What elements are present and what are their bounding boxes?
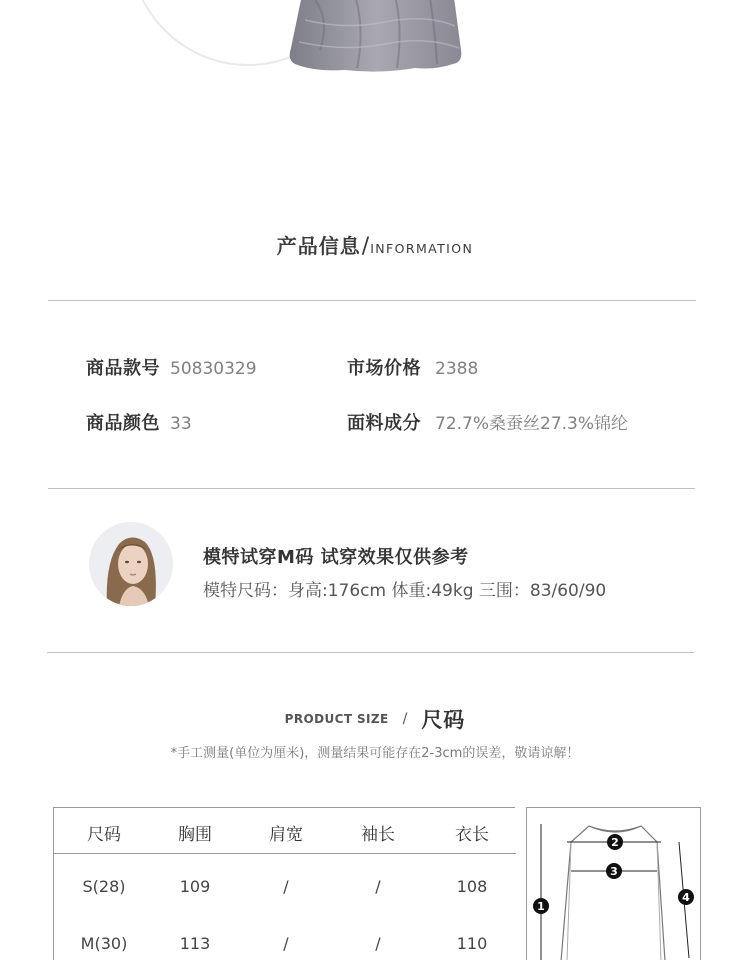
information-title-en: INFORMATION (370, 241, 474, 256)
marker-sleeve (678, 889, 694, 905)
table-cell: S(28) (82, 877, 126, 896)
field-value: 33 (170, 414, 192, 434)
information-section-title (0, 230, 750, 259)
size-table (53, 807, 515, 960)
model-fit-headline: 模特试穿M码 试穿效果仅供参考 (203, 547, 469, 568)
divider-top (48, 300, 696, 301)
table-header-shoulder: 肩宽 (269, 825, 303, 845)
field-value: 50830329 (170, 359, 257, 379)
size-section-title (0, 704, 750, 734)
image-caption-fragment (530, 0, 630, 2)
divider-bottom (47, 652, 694, 653)
table-cell: / (375, 934, 381, 953)
garment-hem-image (285, 0, 470, 80)
field-value: 2388 (435, 359, 479, 379)
field-label: 市场价格 (347, 358, 421, 379)
marker-bust (607, 834, 623, 850)
table-cell: 110 (456, 934, 488, 953)
product-image (0, 0, 750, 90)
table-header-sleeve: 袖长 (361, 825, 395, 845)
table-cell: 108 (456, 877, 488, 896)
model-avatar (89, 522, 173, 606)
size-title-separator: / (402, 711, 408, 727)
table-cell: / (283, 934, 289, 953)
table-cell: 109 (179, 877, 211, 896)
table-header-length: 衣长 (455, 825, 489, 845)
marker-bust-label: 2 (611, 836, 619, 849)
table-cell: / (375, 877, 381, 896)
model-measurements: 模特尺码：身高:176cm 体重:49kg 三围：83/60/90 (203, 581, 607, 601)
table-cell: M(30) (80, 934, 128, 953)
field-label: 商品颜色 (86, 413, 160, 434)
table-header-size: 尺码 (87, 825, 121, 845)
table-header-divider (54, 853, 516, 854)
field-value: 72.7%桑蚕丝27.3%锦纶 (435, 414, 629, 434)
marker-length (533, 898, 549, 914)
marker-length-label: 1 (537, 900, 545, 913)
information-title-separator: / (361, 234, 370, 259)
size-title-zh: 尺码 (421, 708, 466, 732)
size-title-en: PRODUCT SIZE (284, 712, 389, 726)
table-cell: 113 (179, 934, 211, 953)
table-header-bust: 胸围 (178, 825, 212, 845)
information-title-zh: 产品信息 (276, 234, 361, 258)
field-label: 商品款号 (86, 358, 160, 379)
divider-middle (48, 488, 695, 489)
marker-sleeve-label: 4 (682, 891, 690, 904)
field-label: 面料成分 (347, 413, 421, 434)
measurement-diagram (526, 807, 701, 960)
marker-shoulder (606, 863, 622, 879)
field-fabric (347, 409, 628, 435)
measurement-note: *手工测量(单位为厘米)，测量结果可能存在2-3cm的误差，敬请谅解！ (170, 746, 580, 761)
garment-outline-diagram (527, 808, 700, 960)
field-style-number (86, 354, 257, 380)
model-portrait-image (89, 522, 173, 606)
field-market-price (347, 354, 478, 380)
field-color (86, 409, 192, 435)
marker-shoulder-label: 3 (610, 865, 618, 878)
table-cell: / (283, 877, 289, 896)
